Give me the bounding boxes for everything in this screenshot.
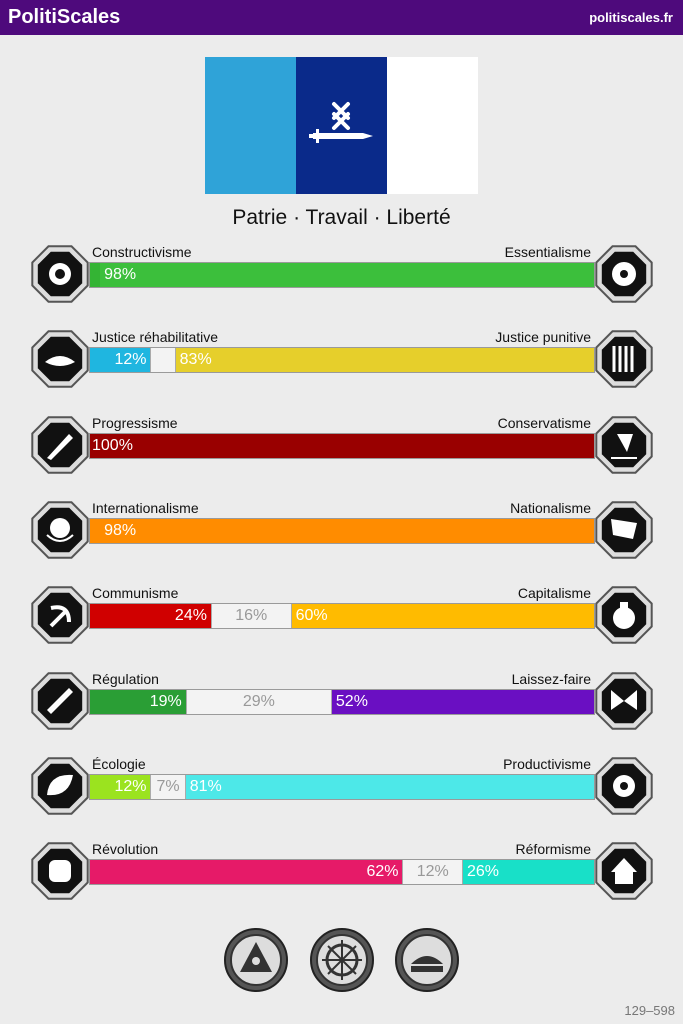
axis-left-segment xyxy=(90,263,100,287)
axis-right-label: Productivisme xyxy=(503,756,591,772)
axis-row xyxy=(0,498,683,564)
axis-left-segment: 100% xyxy=(90,434,594,458)
leaf-icon[interactable] xyxy=(29,755,91,817)
axis-left-label: Internationalisme xyxy=(92,500,199,516)
site-link[interactable]: politiscales.fr xyxy=(589,10,673,25)
pyramid-eye-seal-icon[interactable] xyxy=(224,928,288,992)
axis-row xyxy=(0,754,683,820)
compass-seal-icon[interactable] xyxy=(310,928,374,992)
crowd-seal-icon[interactable] xyxy=(395,928,459,992)
axis-bar xyxy=(89,774,595,800)
butterfly-icon[interactable] xyxy=(593,670,655,732)
flag-stripe-middle xyxy=(296,57,387,194)
axis-right-label: Nationalisme xyxy=(510,500,591,516)
axis-neutral-segment: 29% xyxy=(186,690,332,714)
rocket-icon[interactable] xyxy=(29,414,91,476)
brand-logo[interactable]: PolitiScales xyxy=(8,6,121,28)
axis-left-segment: 19% xyxy=(90,690,186,714)
axis-right-segment: 83% xyxy=(176,348,594,372)
flag-stripe-right xyxy=(387,57,478,194)
axis-left-label: Justice réhabilitative xyxy=(92,329,219,345)
axis-left-segment xyxy=(90,519,100,543)
factory-gear-icon[interactable] xyxy=(593,755,655,817)
axis-left-label: Communisme xyxy=(92,585,179,601)
axis-row xyxy=(0,413,683,479)
axis-bar xyxy=(89,347,595,373)
axis-bar xyxy=(89,433,595,459)
axis-row xyxy=(0,327,683,393)
axis-row xyxy=(0,242,683,308)
axis-row xyxy=(0,583,683,649)
axis-right-label: Capitalisme xyxy=(517,585,591,601)
top-bar xyxy=(0,0,683,35)
handshake-icon[interactable] xyxy=(29,328,91,390)
axis-left-label: Constructivisme xyxy=(92,244,192,260)
axis-bar xyxy=(89,603,595,629)
axis-left-label: Progressisme xyxy=(92,415,178,431)
eye-mask-icon[interactable] xyxy=(29,243,91,305)
prison-bars-icon[interactable] xyxy=(593,328,655,390)
house-icon[interactable] xyxy=(593,840,655,902)
axis-right-label: Laissez-faire xyxy=(511,671,591,687)
axis-bar xyxy=(89,262,595,288)
fist-icon[interactable] xyxy=(29,840,91,902)
axis-neutral-segment: 7% xyxy=(150,775,185,799)
axis-right-segment: 60% xyxy=(292,604,594,628)
motto: Patrie · Travail · Liberté xyxy=(232,206,451,229)
axis-bar xyxy=(89,859,595,885)
flag-icon[interactable] xyxy=(593,499,655,561)
result-id: 129–598 xyxy=(624,1003,675,1018)
axis-row xyxy=(0,669,683,735)
flag xyxy=(205,57,478,194)
axis-row xyxy=(0,839,683,905)
hammer-sickle-icon[interactable] xyxy=(29,584,91,646)
axis-left-segment: 62% xyxy=(90,860,402,884)
axis-right-segment: 98% xyxy=(100,263,594,287)
axis-right-label: Conservatisme xyxy=(497,415,591,431)
seals xyxy=(0,928,683,992)
axis-bar xyxy=(89,689,595,715)
axis-left-label: Écologie xyxy=(92,756,146,772)
axis-right-label: Réformisme xyxy=(515,841,591,857)
axis-right-label: Essentialisme xyxy=(504,244,591,260)
axis-neutral-segment: 16% xyxy=(211,604,292,628)
ruler-icon[interactable] xyxy=(29,670,91,732)
axis-left-label: Régulation xyxy=(92,671,159,687)
crossed-sword-emblem-icon xyxy=(296,57,387,194)
axis-right-segment: 26% xyxy=(463,860,594,884)
axis-right-segment: 98% xyxy=(100,519,594,543)
axis-left-segment: 12% xyxy=(90,775,150,799)
axis-bar xyxy=(89,518,595,544)
flag-stripe-left xyxy=(205,57,296,194)
axis-left-segment: 12% xyxy=(90,348,150,372)
money-bag-icon[interactable] xyxy=(593,584,655,646)
axis-neutral-segment xyxy=(150,348,175,372)
quill-icon[interactable] xyxy=(593,414,655,476)
axis-neutral-segment: 12% xyxy=(402,860,462,884)
axis-right-segment: 52% xyxy=(332,690,594,714)
axis-right-segment: 81% xyxy=(186,775,594,799)
axis-left-label: Révolution xyxy=(92,841,159,857)
axis-right-label: Justice punitive xyxy=(495,329,591,345)
globe-laurel-icon[interactable] xyxy=(29,499,91,561)
dna-flower-icon[interactable] xyxy=(593,243,655,305)
axis-left-segment: 24% xyxy=(90,604,211,628)
